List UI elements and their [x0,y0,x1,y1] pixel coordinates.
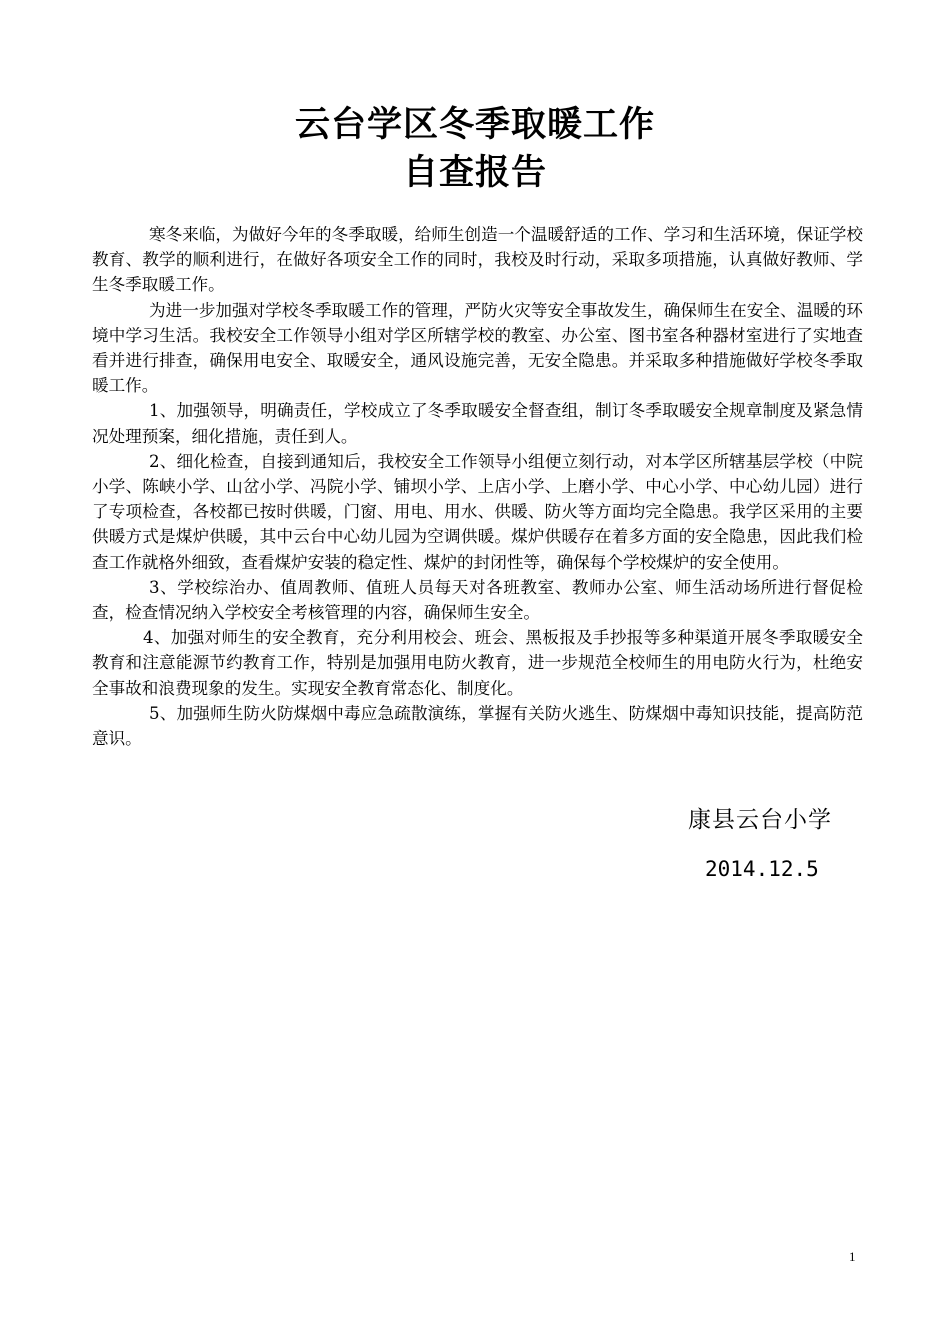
document-subtitle: 自查报告 [402,153,547,193]
page-number: 1 [849,1249,856,1264]
document-title: 云台学区冬季取暖工作 [294,105,655,145]
signature-date: 2014.12.5 [705,857,819,881]
paragraph-measure-2: 2、细化检查，自接到通知后，我校安全工作领导小组便立刻行动，对本学区所辖基层学校（中院小学、陈峡小学、山岔小学、冯院小学、铺坝小学、上店小学、上磨小学、中心小学、中心幼儿园）进行了专项检查，各校都已按时供暖，门窗、用电、用水、供暖、防火等方面均完全隐患。我学区采用的主要供暖方式是煤炉供暖，其中云台中心幼儿园为空调供暖。煤炉供暖存在着多方面的安全隐患，因此我们检查工作就格外细致，查看煤炉安装的稳定性、煤炉的封闭性等，确保每个学校煤炉的安全使用。 [92,451,863,572]
paragraph-overview: 为进一步加强对学校冬季取暖工作的管理，严防火灾等安全事故发生，确保师生在安全、温暖的环境中学习生活。我校安全工作领导小组对学区所辖学校的教室、办公室、图书室各种器材室进行了实地查看并进行排查，确保用电安全、取暖安全，通风设施完善，无安全隐患。并采取多种措施做好学校冬季取暖工作。 [92,300,863,396]
document-body [92,222,863,751]
paragraph-measure-1: 1、加强领导，明确责任，学校成立了冬季取暖安全督查组，制订冬季取暖安全规章制度及紧急情况处理预案，细化措施，责任到人。 [92,401,863,446]
paragraph-intro: 寒冬来临，为做好今年的冬季取暖，给师生创造一个温暖舒适的工作、学习和生活环境，保证学校教育、教学的顺利进行，在做好各项安全工作的同时，我校及时行动，采取多项措施，认真做好教师、学生冬季取暖工作。 [92,225,863,295]
signature-organization: 康县云台小学 [688,807,832,833]
paragraph-measure-3: 3、学校综治办、值周教师、值班人员每天对各班教室、教师办公室、师生活动场所进行督促检查，检查情况纳入学校安全考核管理的内容，确保师生安全。 [92,577,863,623]
paragraph-measure-4: 4、加强对师生的安全教育，充分利用校会、班会、黑板报及手抄报等多种渠道开展冬季取暖安全教育和注意能源节约教育工作，特别是加强用电防火教育，进一步规范全校师生的用电防火行为，杜绝安全事故和浪费现象的发生。实现安全教育常态化、制度化。 [92,628,863,698]
paragraph-measure-5: 5、加强师生防火防煤烟中毒应急疏散演练，掌握有关防火逃生、防煤烟中毒知识技能，提高防范意识。 [92,703,863,749]
